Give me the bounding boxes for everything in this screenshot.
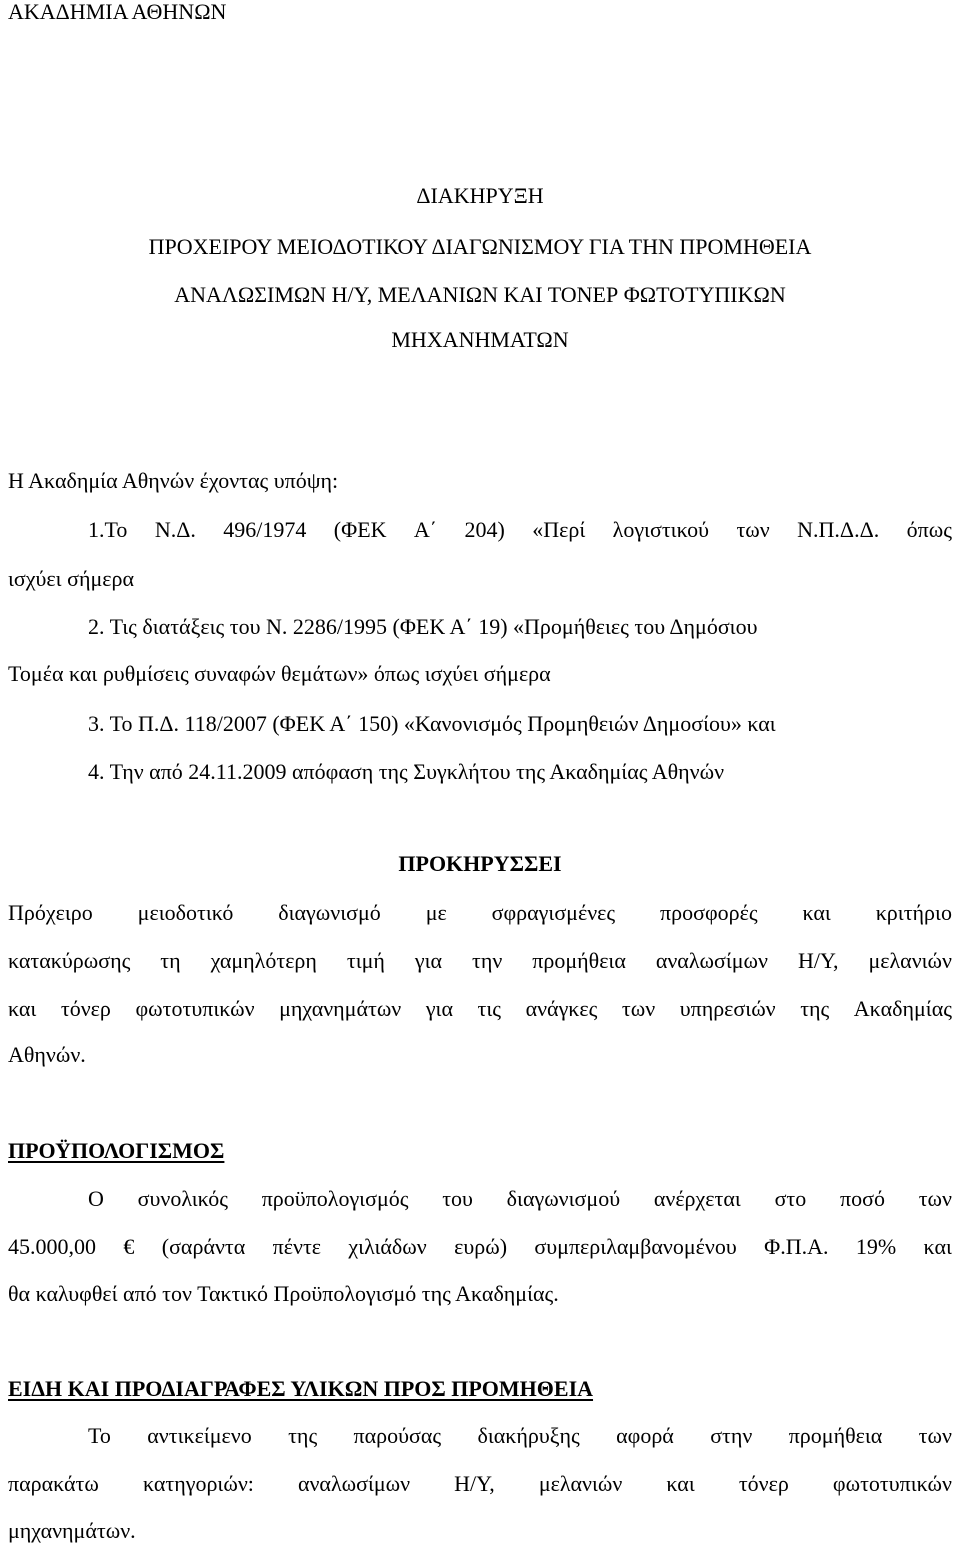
word: και bbox=[802, 900, 831, 925]
word: Ακαδημίας bbox=[853, 996, 952, 1021]
consideration-item-1 bbox=[88, 519, 952, 541]
word: για bbox=[425, 996, 453, 1021]
consideration-item-3: 3. Το Π.Δ. 118/2007 (ΦΕΚ Α΄ 150) «Κανονισμός Προμηθειών Δημοσίου» και bbox=[88, 711, 776, 736]
word: μελανιών bbox=[538, 1471, 623, 1496]
word: τόνερ bbox=[60, 996, 111, 1021]
document-title: ΔΙΑΚΗΡΥΞΗ bbox=[416, 183, 544, 208]
word: χιλιάδων bbox=[348, 1234, 427, 1259]
word: Η/Υ, bbox=[454, 1471, 495, 1496]
announcement-heading: ΠΡΟΚΗΡΥΣΣΕΙ bbox=[398, 851, 562, 876]
word: πέντε bbox=[272, 1234, 322, 1259]
word: με bbox=[425, 900, 447, 925]
word: Ν.Π.Δ.Δ. bbox=[797, 517, 880, 542]
word: παρούσας bbox=[353, 1423, 442, 1448]
word: Το bbox=[88, 1423, 111, 1448]
considerations-intro: Η Ακαδημία Αθηνών έχοντας υπόψη: bbox=[8, 468, 339, 493]
word: 1.Το bbox=[88, 517, 128, 542]
institution-header: ΑΚΑΔΗΜΙΑ ΑΘΗΝΩΝ bbox=[8, 0, 227, 24]
word: τις bbox=[477, 996, 502, 1021]
title-line-4: ΜΗΧΑΝΗΜΑΤΩΝ bbox=[391, 327, 569, 352]
title-line-3: ΑΝΑΛΩΣΙΜΩΝ Η/Υ, ΜΕΛΑΝΙΩΝ ΚΑΙ ΤΟΝΕΡ ΦΩΤΟΤΥΠΙΚΩΝ bbox=[174, 282, 786, 307]
word: υπηρεσιών bbox=[679, 996, 776, 1021]
word: και bbox=[8, 996, 37, 1021]
word: τιμή bbox=[346, 948, 385, 973]
word: 45.000,00 bbox=[8, 1234, 96, 1259]
word: μειοδοτικό bbox=[137, 900, 234, 925]
specifications-heading: ΕΙΔΗ ΚΑΙ ΠΡΟΔΙΑΓΡΑΦΕΣ ΥΛΙΚΩΝ ΠΡΟΣ ΠΡΟΜΗΘΕΙΑ bbox=[8, 1376, 594, 1401]
word: προϋπολογισμός bbox=[261, 1186, 409, 1211]
word: των bbox=[621, 996, 656, 1021]
word: 204) bbox=[464, 517, 505, 542]
word: κατακύρωσης bbox=[8, 948, 131, 973]
word: προμήθεια bbox=[788, 1423, 883, 1448]
word: συμπεριλαμβανομένου bbox=[534, 1234, 737, 1259]
budget-line-1 bbox=[88, 1188, 952, 1210]
word: Η/Υ, bbox=[797, 948, 839, 973]
announcement-line-1 bbox=[8, 902, 952, 924]
consideration-item-1-continuation: ισχύει σήμερα bbox=[8, 566, 134, 591]
word: την bbox=[472, 948, 503, 973]
word: των bbox=[736, 517, 770, 542]
title-line-2: ΠΡΟΧΕΙΡΟΥ ΜΕΙΟΔΟΤΙΚΟΥ ΔΙΑΓΩΝΙΣΜΟΥ ΓΙΑ ΤΗΝ ΠΡΟΜΗΘΕΙΑ bbox=[148, 234, 812, 259]
word: σφραγισμένες bbox=[491, 900, 616, 925]
word: διαγωνισμό bbox=[278, 900, 381, 925]
word: αφορά bbox=[616, 1423, 674, 1448]
consideration-item-2-continuation: Τομέα και ρυθμίσεις συναφών θεμάτων» όπως ισχύει σήμερα bbox=[8, 661, 551, 686]
word: των bbox=[918, 1186, 952, 1211]
word: μηχανημάτων bbox=[279, 996, 402, 1021]
word: αναλωσίμων bbox=[297, 1471, 411, 1496]
word: και bbox=[666, 1471, 695, 1496]
word: όπως bbox=[906, 517, 952, 542]
word: του bbox=[442, 1186, 473, 1211]
word: χαμηλότερη bbox=[210, 948, 317, 973]
word: Ν.Δ. bbox=[154, 517, 196, 542]
word: διαγωνισμού bbox=[506, 1186, 621, 1211]
word: φωτοτυπικών bbox=[832, 1471, 952, 1496]
word: διακήρυξης bbox=[477, 1423, 580, 1448]
word: «Περί bbox=[532, 517, 586, 542]
announcement-line-2 bbox=[8, 950, 952, 972]
word: των bbox=[918, 1423, 952, 1448]
word: αναλωσίμων bbox=[655, 948, 768, 973]
word: € bbox=[123, 1234, 135, 1259]
word: λογιστικού bbox=[612, 517, 710, 542]
word: ευρώ) bbox=[454, 1234, 508, 1259]
word: προσφορές bbox=[660, 900, 758, 925]
word: 19% bbox=[855, 1234, 897, 1259]
word: για bbox=[414, 948, 443, 973]
announcement-line-4: Αθηνών. bbox=[8, 1042, 86, 1067]
word: της bbox=[288, 1423, 318, 1448]
word: στην bbox=[710, 1423, 753, 1448]
word: (ΦΕΚ bbox=[333, 517, 387, 542]
word: τόνερ bbox=[738, 1471, 789, 1496]
specifications-line-2 bbox=[8, 1473, 952, 1495]
word: προμήθεια bbox=[532, 948, 626, 973]
budget-line-3: θα καλυφθεί από τον Τακτικό Προϋπολογισμό της Ακαδημίας. bbox=[8, 1281, 559, 1306]
word: κατηγοριών: bbox=[142, 1471, 254, 1496]
consideration-item-4: 4. Την από 24.11.2009 απόφαση της Συγκλήτου της Ακαδημίας Αθηνών bbox=[88, 759, 725, 784]
word: της bbox=[800, 996, 830, 1021]
word: Α΄ bbox=[413, 517, 438, 542]
announcement-line-3 bbox=[8, 998, 952, 1020]
word: Ο bbox=[88, 1186, 104, 1211]
budget-heading: ΠΡΟΫΠΟΛΟΓΙΣΜΟΣ bbox=[8, 1138, 225, 1163]
word: (σαράντα bbox=[161, 1234, 246, 1259]
word: Πρόχειρο bbox=[8, 900, 93, 925]
word: μελανιών bbox=[868, 948, 952, 973]
consideration-item-2: 2. Τις διατάξεις του Ν. 2286/1995 (ΦΕΚ Α΄ 19) «Προμήθειες του Δημόσιου bbox=[88, 614, 758, 639]
specifications-line-1 bbox=[88, 1425, 952, 1447]
specifications-line-3: μηχανημάτων. bbox=[8, 1518, 136, 1543]
word: φωτοτυπικών bbox=[135, 996, 255, 1021]
word: συνολικός bbox=[137, 1186, 228, 1211]
word: Φ.Π.Α. bbox=[764, 1234, 829, 1259]
word: ποσό bbox=[840, 1186, 885, 1211]
budget-line-2 bbox=[8, 1236, 952, 1258]
word: 496/1974 bbox=[223, 517, 307, 542]
word: στο bbox=[774, 1186, 807, 1211]
word: και bbox=[923, 1234, 952, 1259]
word: τη bbox=[160, 948, 181, 973]
word: ανέρχεται bbox=[653, 1186, 741, 1211]
word: παρακάτω bbox=[8, 1471, 99, 1496]
word: κριτήριο bbox=[875, 900, 952, 925]
word: ανάγκες bbox=[525, 996, 598, 1021]
word: αντικείμενο bbox=[147, 1423, 252, 1448]
